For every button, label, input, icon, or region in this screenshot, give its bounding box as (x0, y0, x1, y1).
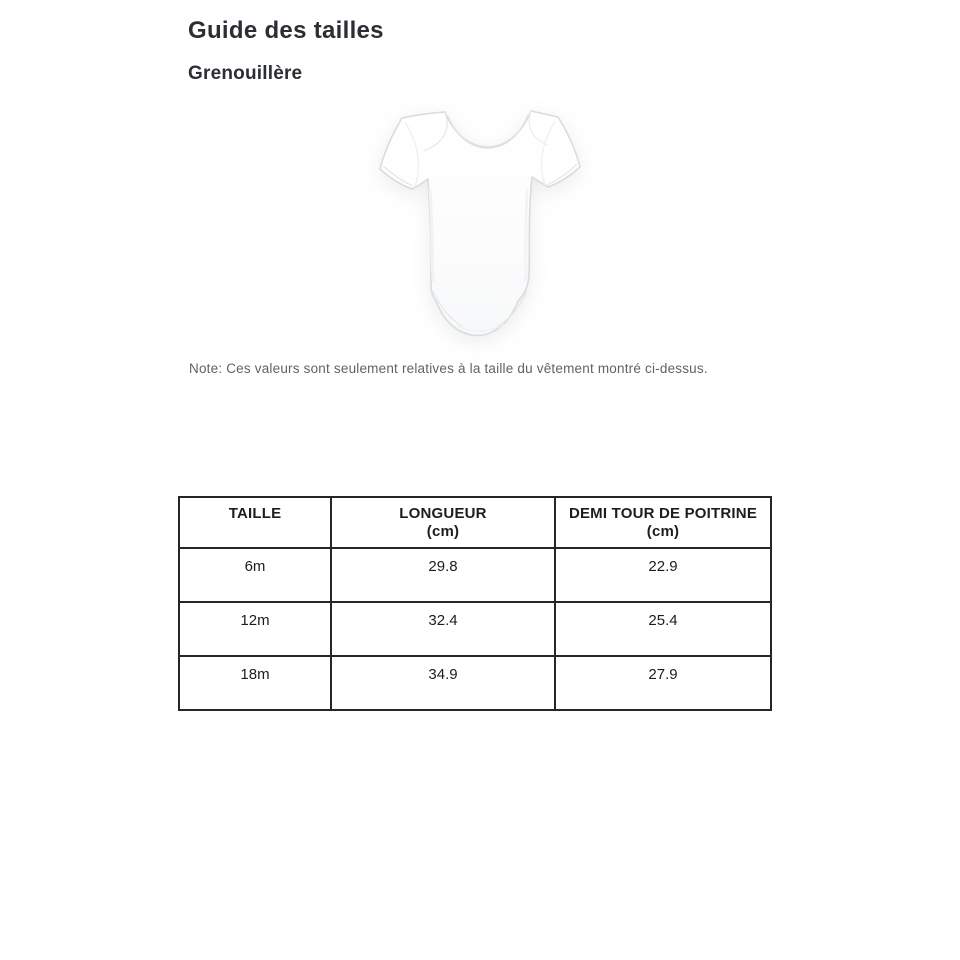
cell-half-chest: 27.9 (555, 656, 771, 710)
cell-half-chest: 22.9 (555, 548, 771, 602)
table-row (179, 548, 771, 602)
cell-size: 18m (179, 656, 331, 710)
table-row (179, 656, 771, 710)
baby-onesie-illustration (372, 95, 588, 353)
column-unit: (cm) (646, 523, 680, 540)
size-table-header-row (179, 497, 771, 548)
page-title: Guide des tailles (188, 17, 384, 44)
cell-length: 32.4 (331, 602, 555, 656)
cell-length: 29.8 (331, 548, 555, 602)
column-header-longueur (331, 497, 555, 548)
cell-size: 12m (179, 602, 331, 656)
table-row (179, 602, 771, 656)
column-unit: (cm) (426, 523, 460, 540)
column-header-demi-tour-de-poitrine (555, 497, 771, 548)
column-label: TAILLE (228, 505, 282, 522)
size-note: Note: Ces valeurs sont seulement relatives à la taille du vêtement montré ci-dessus. (189, 361, 708, 376)
column-label: DEMI TOUR DE POITRINE (568, 505, 758, 522)
column-header-taille (179, 497, 331, 548)
column-label: LONGUEUR (399, 505, 487, 522)
product-type-subtitle: Grenouillère (188, 63, 303, 84)
cell-size: 6m (179, 548, 331, 602)
baby-onesie-image (372, 95, 588, 353)
cell-half-chest: 25.4 (555, 602, 771, 656)
cell-length: 34.9 (331, 656, 555, 710)
size-table (178, 496, 772, 711)
